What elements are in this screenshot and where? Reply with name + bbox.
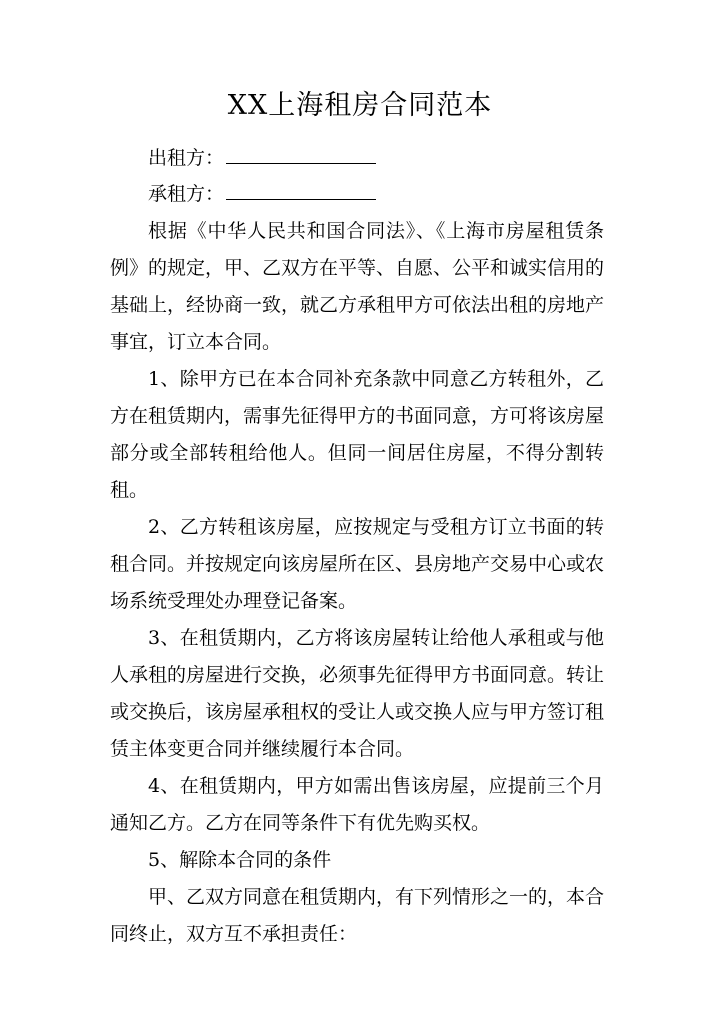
lessor-blank — [226, 145, 376, 164]
document-title: XX上海租房合同范本 — [227, 90, 493, 121]
document-body — [110, 213, 604, 953]
lessor-label: 出租方： — [148, 147, 225, 169]
paragraph-clause-1: 1、除甲方已在本合同补充条款中同意乙方转租外，乙方在租赁期内，需事先征得甲方的书面同意，方可将该房屋部分或全部转租给他人。但同一间居住房屋，不得分割转租。 — [110, 368, 605, 501]
paragraph-termination-intro: 甲、乙双方同意在租赁期内，有下列情形之一的，本合同终止，双方互不承担责任： — [110, 886, 605, 945]
paragraph-clause-2: 2、乙方转租该房屋，应按规定与受租方订立书面的转租合同。并按规定向该房屋所在区、县房地产交易中心或农场系统受理处办理登记备案。 — [110, 516, 605, 612]
lessee-line — [148, 180, 376, 208]
paragraph-preamble: 根据《中华人民共和国合同法》、《上海市房屋租赁条例》的规定，甲、乙双方在平等、自愿、公平和诚实信用的基础上，经协商一致，就乙方承租甲方可依法出租的房地产事宜，订立本合同。 — [110, 220, 605, 353]
paragraph-clause-5-heading: 5、解除本合同的条件 — [148, 849, 332, 871]
lessee-label: 承租方： — [148, 183, 225, 205]
paragraph-clause-3: 3、在租赁期内，乙方将该房屋转让给他人承租或与他人承租的房屋进行交换，必须事先征得甲方书面同意。转让或交换后，该房屋承租权的受让人或交换人应与甲方签订租赁主体变更合同并继续履行本合同。 — [110, 627, 605, 760]
lessee-blank — [226, 181, 376, 200]
lessor-line — [148, 144, 376, 172]
paragraph-clause-4: 4、在租赁期内，甲方如需出售该房屋，应提前三个月通知乙方。乙方在同等条件下有优先购买权。 — [110, 775, 604, 834]
